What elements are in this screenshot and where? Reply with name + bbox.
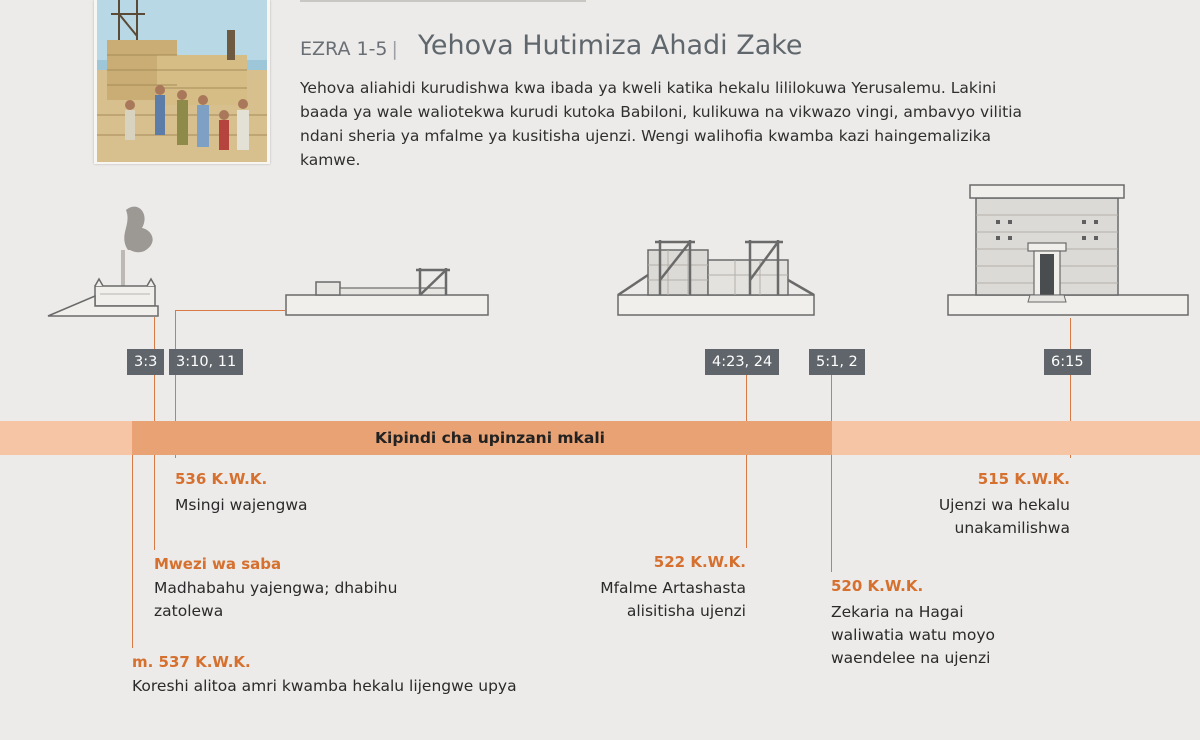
building-stages-illustration <box>0 180 1200 320</box>
opposition-period-label: Kipindi cha upinzani mkali <box>375 429 605 447</box>
event-desc-prophets: Zekaria na Hagai waliwatia watu moyo waendelee na ujenzi <box>831 603 996 667</box>
title-separator: | <box>391 38 398 60</box>
top-rule <box>300 0 586 2</box>
construction-scene-image <box>97 0 267 162</box>
altar-icon <box>48 207 158 316</box>
verse-badge-3-10: 3:10, 11 <box>169 349 243 375</box>
intro-paragraph: Yehova aliahidi kurudishwa kwa ibada ya kweli katika hekalu lililokuwa Yerusalemu. Lakini baada ya wale waliotekwa kurudi kutoka Babiloni, kulikuwa na vikwazo vingi, ambavyo vilitia ndani sheria ya mfalme ya kusitisha ujenzi. Wengi walihofia kwamba kazi haingemalizika kamwe. <box>300 79 1023 169</box>
event-date-prophets: 520 K.W.K. <box>831 577 924 595</box>
scripture-reference <box>300 38 402 60</box>
completed-temple-icon <box>948 185 1188 315</box>
page-title: Yehova Hutimiza Ahadi Zake <box>418 30 803 61</box>
verse-badge-5-1: 5:1, 2 <box>809 349 865 375</box>
event-desc-decree: Koreshi alitoa amri kwamba hekalu lijengwe upya <box>132 677 517 695</box>
connector-decree <box>132 421 133 648</box>
event-date-altar: Mwezi wa saba <box>154 555 282 573</box>
event-date-foundation: 536 K.W.K. <box>175 470 268 488</box>
foundation-icon <box>286 268 488 315</box>
connector-prophets <box>831 360 832 572</box>
event-desc-halt: Mfalme Artashasta alisitisha ujenzi <box>600 579 746 620</box>
event-date-decree: m. 537 K.W.K. <box>132 653 251 671</box>
event-desc-completion: Ujenzi wa hekalu unakamilishwa <box>938 496 1070 537</box>
verse-badge-4-23: 4:23, 24 <box>705 349 779 375</box>
event-date-completion: 515 K.W.K. <box>977 470 1070 488</box>
event-desc-foundation: Msingi wajengwa <box>175 496 308 514</box>
illustration-thumbnail <box>94 0 270 164</box>
event-date-halt: 522 K.W.K. <box>653 553 746 571</box>
halted-construction-icon <box>618 240 814 315</box>
verse-badge-3-3: 3:3 <box>127 349 164 375</box>
reference-text: EZRA 1-5 <box>300 38 388 60</box>
connector-foundation-horizontal <box>175 310 285 311</box>
verse-badge-6-15: 6:15 <box>1044 349 1091 375</box>
event-desc-altar: Madhabahu yajengwa; dhabihu zatolewa <box>154 579 398 620</box>
